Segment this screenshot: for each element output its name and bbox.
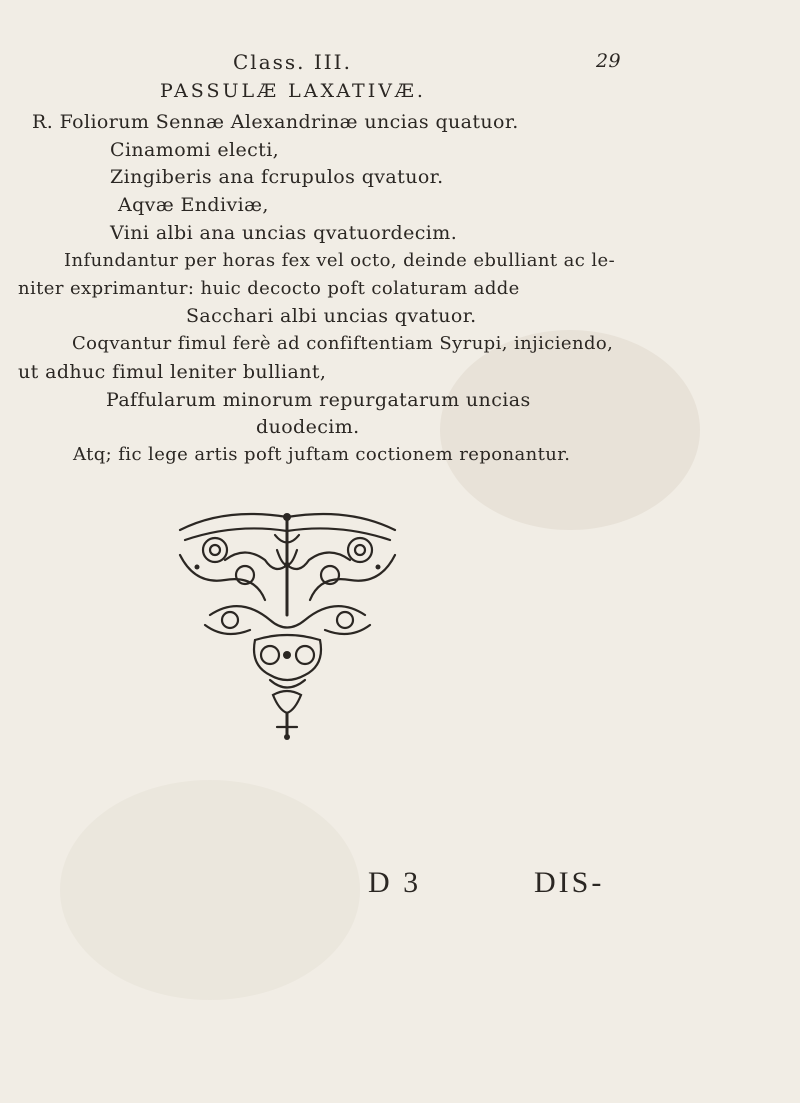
- page-number: 29: [596, 50, 621, 72]
- signature-mark: D 3: [368, 866, 422, 899]
- paper-stain: [60, 780, 360, 1000]
- text-line: Sacchari albi uncias qvatuor.: [186, 305, 477, 327]
- section-title: PASSULÆ LAXATIVÆ.: [160, 80, 426, 102]
- text-line: Coqvantur fimul ferè ad confiftentiam Syrupi, injiciendo,: [72, 333, 614, 354]
- text-line: Infundantur per horas fex vel octo, deinde ebulliant ac le-: [64, 250, 616, 271]
- paper-stain: [440, 330, 700, 530]
- text-line: ut adhuc fimul leniter bulliant,: [18, 361, 327, 383]
- text-line: niter exprimantur: huic decocto poft colaturam adde: [18, 278, 520, 299]
- floral-tailpiece-ornament-icon: [165, 505, 410, 740]
- catchword: DIS-: [534, 866, 605, 899]
- text-line: Zingiberis ana fcrupulos qvatuor.: [110, 166, 444, 188]
- text-line: Vini albi ana uncias qvatuordecim.: [110, 222, 458, 244]
- text-line: Cinamomi electi,: [110, 139, 280, 161]
- text-line: R. Foliorum Sennæ Alexandrinæ uncias quatuor.: [32, 111, 519, 133]
- text-line: Paffularum minorum repurgatarum uncias: [106, 389, 531, 411]
- text-line: Aqvæ Endiviæ,: [118, 194, 269, 216]
- text-line: Atq; fic lege artis poft juftam coctionem reponantur.: [73, 444, 571, 465]
- running-head: Class. III.: [233, 50, 352, 74]
- text-line: duodecim.: [256, 416, 360, 438]
